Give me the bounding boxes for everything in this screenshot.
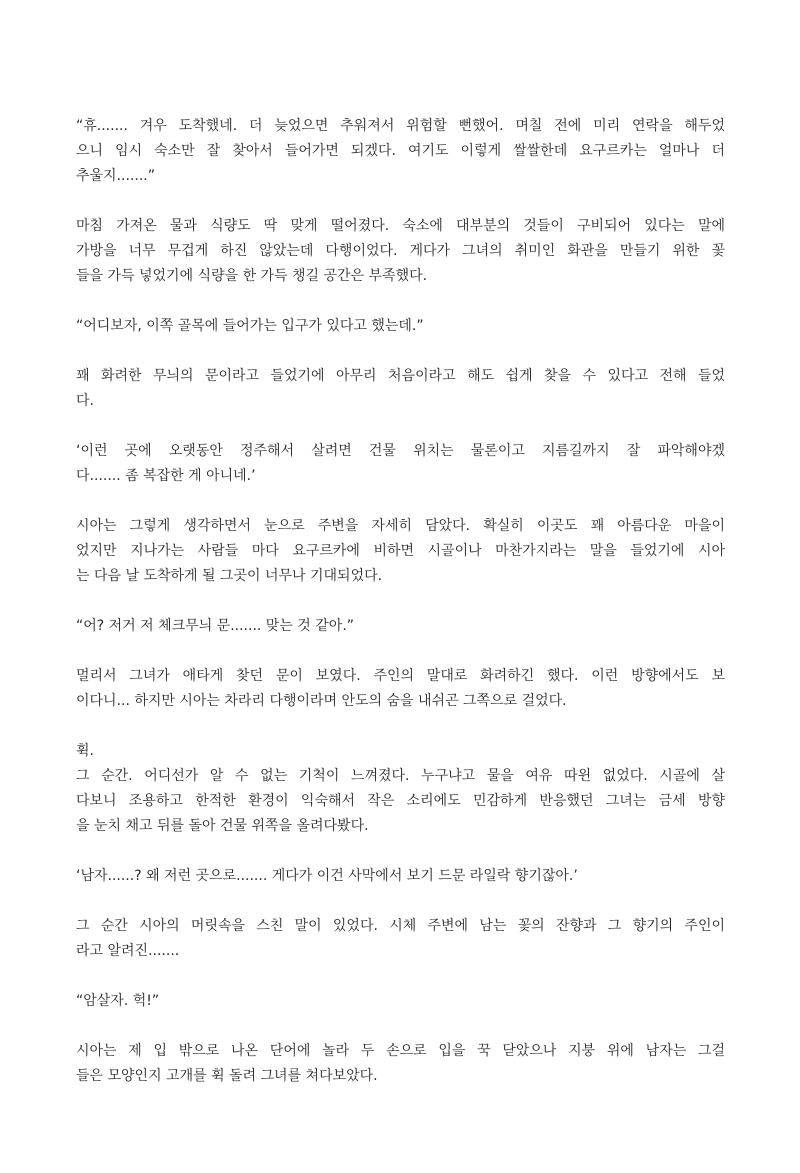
text-line: ‘이런 곳에 오랫동안 정주해서 살려면 건물 위치는 물론이고 지름길까지 잘 파악해야겠 [76, 443, 725, 459]
text-line: 그 순간. 어디선가 알 수 없는 기척이 느껴졌다. 누구냐고 물을 여유 따윈 없었다. 시골에 살 [76, 768, 725, 784]
text-line: 다보니 조용하고 한적한 환경이 익숙해서 작은 소리에도 민감하게 반응했던 그녀는 금세 방향 [76, 793, 725, 809]
text-line: 다. [76, 393, 94, 409]
text-line: 시아는 제 입 밖으로 나온 단어에 놀라 두 손으로 입을 꾹 닫았으나 지붕 위에 남자는 그걸 [76, 1043, 725, 1059]
paragraph [76, 364, 725, 414]
paragraph [76, 664, 725, 714]
paragraph [76, 314, 725, 339]
text-line: 다....... 좀 복잡한 게 아니네.’ [76, 468, 256, 484]
paragraph [76, 989, 725, 1014]
text-line: 시아는 그렇게 생각하면서 눈으로 주변을 자세히 담았다. 확실히 이곳도 꽤 아름다운 마을이 [76, 518, 725, 534]
paragraph [76, 1039, 725, 1089]
paragraph [76, 864, 725, 889]
text-line: 이다니... 하지만 시아는 차라리 다행이라며 안도의 숨을 내쉬곤 그쪽으로 걸었다. [76, 693, 567, 709]
text-line: ‘남자......? 왜 저런 곳으로....... 게다가 이건 사막에서 보기 드문 라일락 향기잖아.’ [76, 868, 578, 884]
text-line: 는 다음 날 도착하게 될 그곳이 너무나 기대되었다. [76, 568, 383, 584]
document-body [76, 114, 725, 1114]
text-line: “휴....... 겨우 도착했네. 더 늦었으면 추워져서 위험할 뻔했어. 며칠 전에 미리 연락을 해두었 [76, 118, 725, 134]
paragraph [76, 514, 725, 589]
text-line: 꽤 화려한 무늬의 문이라고 들었기에 아무리 처음이라고 해도 쉽게 찾을 수 있다고 전해 들었 [76, 368, 725, 384]
text-line: 휙. [76, 743, 94, 759]
text-line: “어? 저거 저 체크무늬 문....... 맞는 것 같아.” [76, 618, 355, 634]
text-line: 을 눈치 채고 뒤를 돌아 건물 위쪽을 올려다봤다. [76, 818, 369, 834]
text-line: 라고 알려진....... [76, 943, 180, 959]
text-line: 가방을 너무 무겁게 하진 않았는데 다행이었다. 게다가 그녀의 취미인 화관을 만들기 위한 꽃 [76, 243, 725, 259]
text-line: 들은 모양인지 고개를 휙 돌려 그녀를 쳐다보았다. [76, 1068, 378, 1084]
paragraph [76, 439, 725, 489]
text-line: 으니 임시 숙소만 잘 찾아서 들어가면 되겠다. 여기도 이렇게 쌀쌀한데 요구르카는 얼마나 더 [76, 143, 725, 159]
text-line: 추울지.......” [76, 168, 155, 184]
text-line: “암살자. 헉!” [76, 993, 160, 1009]
text-line: 그 순간 시아의 머릿속을 스친 말이 있었다. 시체 주변에 남는 꽃의 잔향과 그 향기의 주인이 [76, 918, 725, 934]
paragraph [76, 739, 725, 764]
paragraph [76, 614, 725, 639]
text-line: 마침 가져온 물과 식량도 딱 맞게 떨어졌다. 숙소에 대부분의 것들이 구비되어 있다는 말에 [76, 218, 725, 234]
paragraph [76, 914, 725, 964]
paragraph [76, 764, 725, 839]
paragraph [76, 214, 725, 289]
text-line: “어디보자, 이쪽 골목에 들어가는 입구가 있다고 했는데.” [76, 318, 424, 334]
text-line: 멀리서 그녀가 애타게 찾던 문이 보였다. 주인의 말대로 화려하긴 했다. 이런 방향에서도 보 [76, 668, 725, 684]
paragraph [76, 114, 725, 189]
text-line: 었지만 지나가는 사람들 마다 요구르카에 비하면 시골이나 마찬가지라는 말을 들었기에 시아 [76, 543, 725, 559]
text-line: 들을 가득 넣었기에 식량을 한 가득 챙길 공간은 부족했다. [76, 268, 428, 284]
